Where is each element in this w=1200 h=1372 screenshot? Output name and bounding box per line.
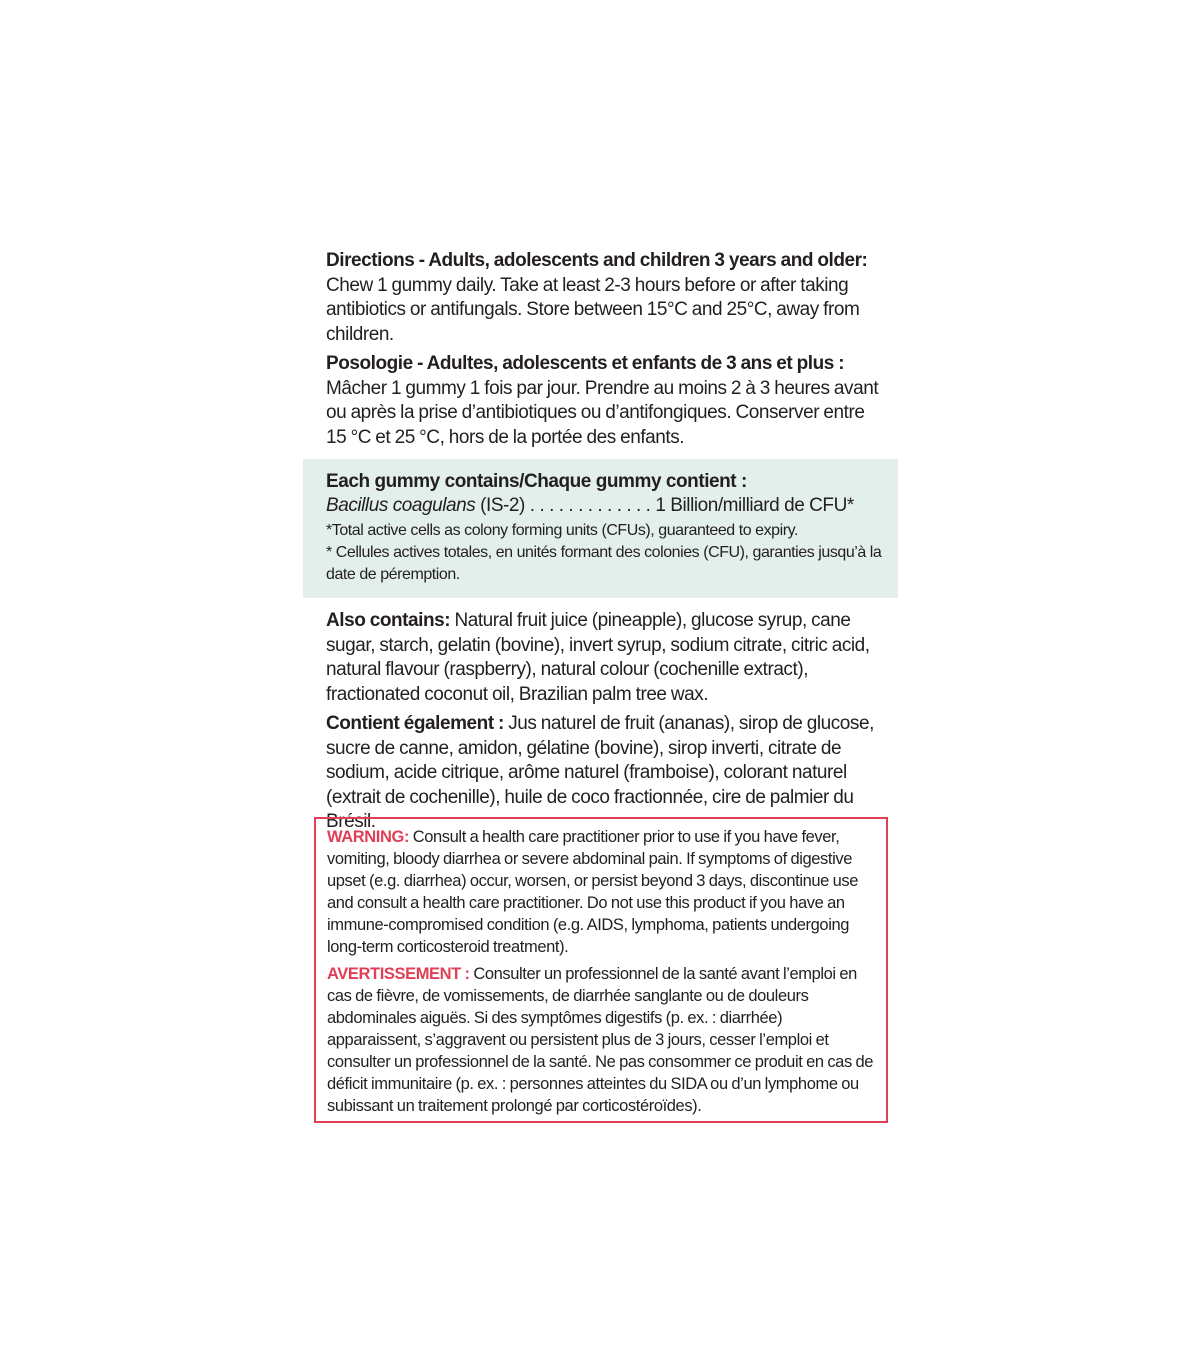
leader-dots: . . . . . . . . . . . . . [529, 495, 651, 516]
warning-text: Consult a health care practitioner prior to use if you have fever, vomiting, bloody diarrhea or severe abdominal pain. If symptoms of digestive upset (e.g. diarrhea) occur, worsen, or persist beyond 3 days, discontinue use and consult a health care practitioner. Do not use this product if you have an immune-compromised condition (e.g. AIDS, lymphoma, patients undergoing long-term corticosteroid treatment). [327, 828, 859, 956]
footnote-french: * Cellules actives totales, en unités formant des colonies (CFU), garanties jusqu’à la date de péremption. [326, 544, 882, 583]
avertissement-label: AVERTISSEMENT : [327, 965, 470, 983]
ingredient-name: Bacillus coagulans [326, 495, 476, 516]
medicinal-ingredients-panel [303, 459, 898, 598]
posologie-label: Posologie - Adultes, adolescents et enfants de 3 ans et plus : [326, 353, 845, 374]
directions-paragraph [326, 249, 886, 347]
directions-label: Directions - Adults, adolescents and children 3 years and older: [326, 250, 868, 271]
also-contains-text: Natural fruit juice (pineapple), glucose syrup, cane sugar, starch, gelatin (bovine), invert syrup, sodium citrate, citric acid, natural flavour (raspberry), natural colour (cochenille extract), fractionated coconut oil, Brazilian palm tree wax. [326, 610, 870, 705]
directions-section [326, 249, 886, 347]
avertissement-text: Consulter un professionnel de la santé avant l’emploi en cas de fièvre, de vomissements, de diarrhée sanglante ou de douleurs abdominales aiguës. Si des symptômes digestifs (p. ex. : diarrhée) apparaissent, s’aggravent ou persistent plus de 3 jours, cesser l’emploi et consulter un professionnel de la santé. Ne pas consommer ce produit en cas de déficit immunitaire (p. ex. : personnes atteintes du SIDA ou d’un lymphome ou subissant un traitement prolongé par corticostéroïdes). [327, 965, 874, 1115]
directions-text: Chew 1 gummy daily. Take at least 2-3 hours before or after taking antibiotics or antifungals. Store between 15°C and 25°C, away from children. [326, 274, 860, 345]
contient-text: Jus naturel de fruit (ananas), sirop de glucose, sucre de canne, amidon, gélatine (bovine), sirop inverti, citrate de sodium, acide citrique, arôme naturel (framboise), colorant naturel (extrait de cochenille), huile de coco fractionnée, cire de palmier du Brésil. [326, 713, 874, 832]
contient-label: Contient également : [326, 713, 504, 734]
also-contains-label: Also contains: [326, 610, 451, 631]
medicinal-heading: Each gummy contains/Chaque gummy contient : [326, 471, 747, 492]
avertissement-paragraph [327, 963, 879, 1117]
also-contains-section [326, 609, 886, 707]
warning-label: WARNING: [327, 828, 410, 846]
footnote-english: *Total active cells as colony forming units (CFUs), guaranteed to expiry. [326, 522, 798, 539]
warning-box [314, 817, 888, 1123]
ingredient-strain: (IS-2) [480, 495, 525, 516]
posologie-paragraph [326, 352, 886, 450]
ingredient-amount: 1 Billion/milliard de CFU* [655, 495, 854, 516]
also-contains-paragraph [326, 609, 886, 707]
posologie-section [326, 352, 886, 450]
warning-paragraph [327, 826, 879, 958]
medicinal-ingredient-row [326, 494, 886, 518]
posologie-text: Mâcher 1 gummy 1 fois par jour. Prendre au moins 2 à 3 heures avant ou après la prise d’antibiotiques ou d’antifongiques. Conserver entre 15 °C et 25 °C, hors de la portée des enfants. [326, 377, 879, 448]
